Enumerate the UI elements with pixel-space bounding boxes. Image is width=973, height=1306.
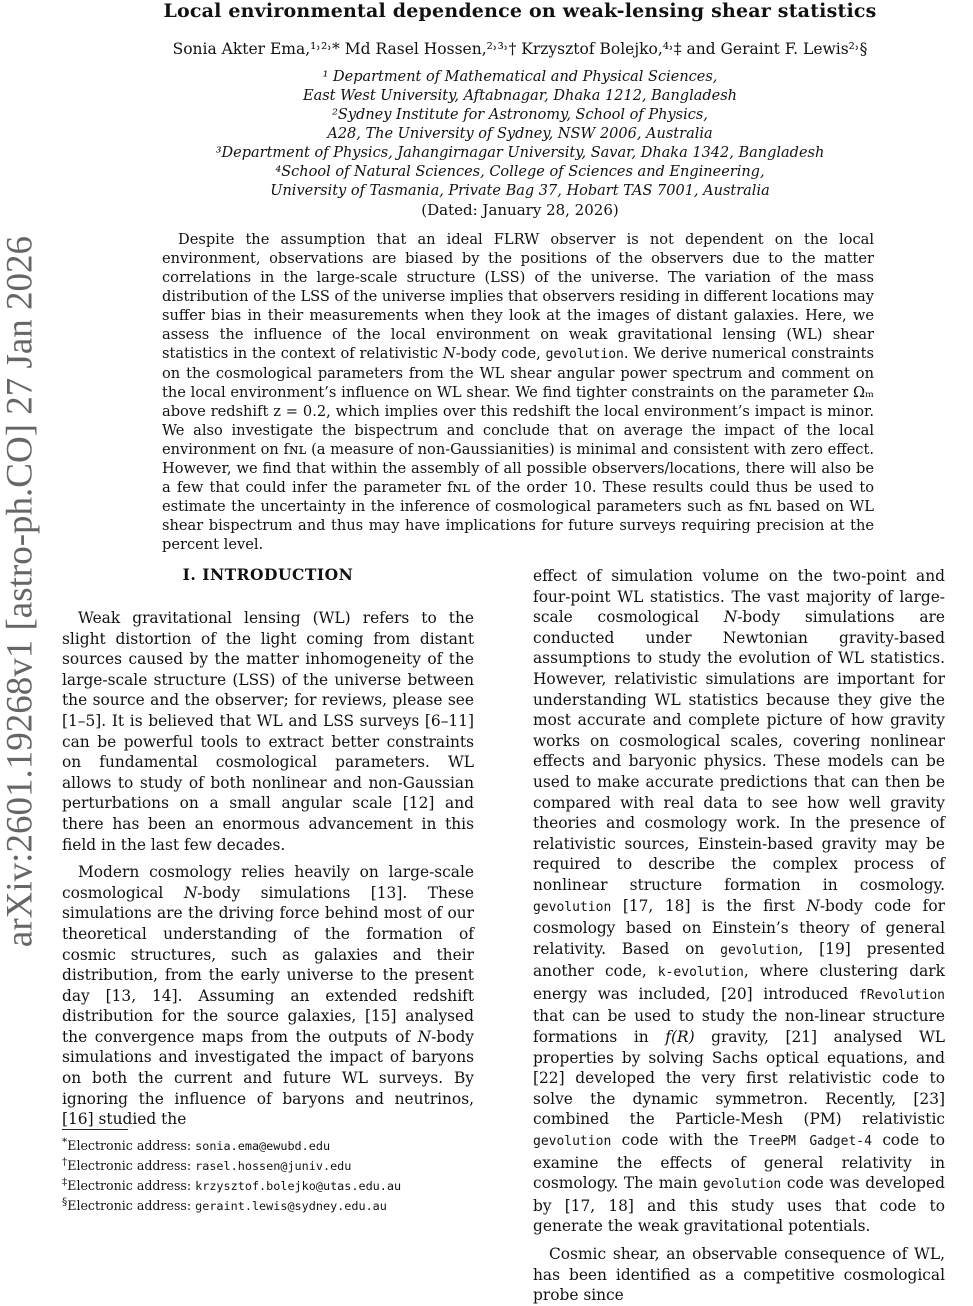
affiliation-line: ¹ Department of Mathematical and Physical Sciences, — [322, 69, 718, 85]
code-name: TreePM Gadget-4 — [749, 1134, 872, 1150]
paragraph: Cosmic shear, an observable consequence of WL, has been identified as a competitive cosmological probe since — [533, 1245, 945, 1305]
footnote: †Electronic address: rasel.hossen@juniv.edu — [62, 1155, 352, 1174]
paragraph: Modern cosmology relies heavily on large-scale cosmological N-body simulations [13]. These simulations are the driving force behind most of our theoretical understanding of the formation of cosmic structures, such as galaxies and their distribution, from the early universe to the present day [13, 14]. Assuming an extended redshift distribution for the source galaxies, [15] analysed the convergence maps from the outputs of N-body simulations and investigated the impact of baryons on both the current and future WL surveys. By ignoring the influence of baryons and neutrinos, [16] studied the — [62, 863, 474, 1129]
code-name: gevolution — [720, 942, 799, 958]
footnotes — [62, 1135, 492, 1215]
affiliation-line: A28, The University of Sydney, NSW 2006, Australia — [327, 126, 713, 142]
footnote-rule — [62, 1129, 128, 1130]
left-column — [62, 608, 474, 1130]
abstract: Despite the assumption that an ideal FLRW observer is not dependent on the local environment, observations are biased by the positions of the observers due to the matter correlations in the large-scale structure (LSS) of the universe. The variation of the mass distribution of the LSS of the universe implies that observers residing in different locations may suffer bias in their measurements when they look at the images of distant galaxies. Here, we assess the influence of the local environment on weak gravitational lensing (WL) shear statistics in the context of relativistic N-body code, gevolution. We derive numerical constraints on the cosmological parameters from the WL shear angular power spectrum and comment on the local environment’s influence on WL shear. We find tighter constraints on the parameter Ωₘ above redshift z = 0.2, which implies over this redshift the local environment’s impact is minor. We also investigate the bispectrum and conclude that on average the impact of the local environment on fɴʟ (a measure of non-Gaussianities) is minimal and consistent with zero effect. However, we find that within the assembly of all possible observers/locations, there will also be a few that could infer the parameter fɴʟ of the order 10. These results could thus be used to estimate the uncertainty in the inference of cosmological parameters such as fɴʟ based on WL shear bispectrum and thus may have implications for future surveys requiring precision at the percent level. — [162, 231, 874, 553]
author-list: Sonia Akter Ema,¹˒²˒* Md Rasel Hossen,²˒³˒† Krzysztof Bolejko,⁴˒‡ and Geraint F. Lewis²˒§ — [172, 40, 868, 58]
affiliation-line: University of Tasmania, Private Bag 37, Hobart TAS 7001, Australia — [270, 183, 770, 199]
email-link[interactable]: rasel.hossen@juniv.edu — [195, 1159, 352, 1174]
date-line: (Dated: January 28, 2026) — [421, 201, 619, 219]
code-name: gevolution — [533, 1134, 612, 1150]
affiliation-line: ³Department of Physics, Jahangirnagar University, Savar, Dhaka 1342, Bangladesh — [215, 145, 825, 161]
footnote: ‡Electronic address: krzysztof.bolejko@utas.edu.au — [62, 1175, 402, 1194]
code-name: gevolution — [533, 899, 612, 915]
affiliation-line: East West University, Aftabnagar, Dhaka 1212, Bangladesh — [303, 88, 737, 104]
paper-title: Local environmental dependence on weak-lensing shear statistics — [163, 0, 877, 22]
footnote: *Electronic address: sonia.ema@ewubd.edu — [62, 1136, 331, 1154]
code-name: gevolution — [702, 1177, 782, 1193]
code-name: gevolution — [545, 347, 624, 362]
paragraph: effect of simulation volume on the two-point and four-point WL statistics. The vast majority of large-scale cosmological N-body simulations are conducted under Newtonian gravity-based assumptions to study the evolution of WL statistics. However, relativistic simulations are important for understanding WL statistics because they give the most accurate and complete picture of how gravity works on cosmological scales, covering nonlinear effects and baryonic physics. These models can be used to make accurate predictions that can then be compared with real data to see how well gravity theories and cosmology work. In the presence of relativistic sources, Einstein-based gravity may be required to describe the complex process of nonlinear structure formation in cosmology. gevolution [17, 18] is the first N-body code for cosmology based on Einstein’s theory of general relativity. Based on gevolution, [19] presented another code, k-evolution, where clustering dark energy was included, [20] introduced fRevolution that can be used to study the non-linear structure formations in f(R) gravity, [21] analysed WL properties by solving Sachs optical equations, and [22] developed the very first relativistic code to solve the dynamic symmetron. Recently, [23] combined the Particle-Mesh (PM) relativistic gevolution code with the TreePM Gadget-4 code to examine the effects of general relativity in cosmology. The main gevolution code was developed by [17, 18] and this study uses that code to generate the weak gravitational potentials. — [533, 567, 945, 1236]
affiliation-line: ²Sydney Institute for Astronomy, School of Physics, — [332, 107, 708, 123]
code-name: k-evolution — [657, 965, 744, 981]
arxiv-side-banner: arXiv:2601.19268v1 [astro-ph.CO] 27 Jan 2026 — [0, 235, 41, 948]
code-name: fRevolution — [858, 987, 945, 1003]
footnote: §Electronic address: geraint.lewis@sydney.edu.au — [62, 1195, 387, 1214]
email-link[interactable]: krzysztof.bolejko@utas.edu.au — [195, 1179, 402, 1194]
paragraph: Weak gravitational lensing (WL) refers to the slight distortion of the light coming from distant sources caused by the matter inhomogeneity of the large-scale structure (LSS) of the universe between the source and the observer; for reviews, please see [1–5]. It is believed that WL and LSS surveys [6–11] can be powerful tools to extract better constraints on fundamental cosmological parameters. WL allows to study of both nonlinear and non-Gaussian perturbations on a small angular scale [12] and there has been an enormous advancement in this field in the last few decades. — [62, 609, 474, 854]
email-link[interactable]: sonia.ema@ewubd.edu — [195, 1139, 331, 1154]
affiliation-line: ⁴School of Natural Sciences, College of Sciences and Engineering, — [275, 164, 765, 180]
right-column — [533, 566, 945, 1306]
email-link[interactable]: geraint.lewis@sydney.edu.au — [195, 1199, 387, 1214]
section-heading: I. INTRODUCTION — [182, 565, 354, 584]
